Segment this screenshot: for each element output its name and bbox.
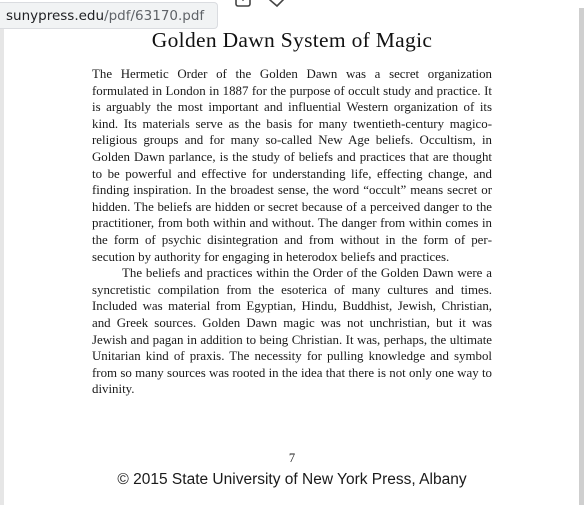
copyright-footer: © 2015 State University of New York Press, Albany <box>117 471 467 488</box>
paragraph: The Hermetic Order of the Golden Dawn was a secret organization formulated in London in 1887 for the purpose of occult study and practice. It is arguably the most important and influential Western organization of its kind. Its materials serve as the basis for many twentieth-century magico-religious groups and for many so-called New Age beliefs. Occultism, in Golden Dawn parlance, is the study of beliefs and practices that are thought to be powerful and effective for understanding life, effecting change, and finding inspiration. In the broadest sense, the word “occult” means secret or hidden. The beliefs are hidden or secret because of a perceived danger to the practitioner, from both within and without. The danger from within comes in the form of psychic disintegration and from without in the form of persecution by authority for engaging in heterodox beliefs and practices. <box>92 67 492 264</box>
url-tooltip <box>0 2 218 29</box>
body-text <box>92 66 492 398</box>
url-domain: sunypress.edu <box>6 8 105 24</box>
viewer-left-border <box>0 0 4 505</box>
page-number: 7 <box>288 451 296 465</box>
download-icon[interactable] <box>234 0 252 11</box>
tag-icon[interactable] <box>268 0 286 11</box>
page-title: Golden Dawn System of Magic <box>151 28 433 52</box>
url-path: /pdf/63170.pdf <box>104 8 205 24</box>
paragraph: The beliefs and practices within the Order of the Golden Dawn were a syncretistic compilation from the esoterica of many cultures and times. Included was material from Egyptian, Hindu, Buddhist, Jewish, Christian, and Greek sources. Golden Dawn magic was not unchristian, but it was Jewish and pagan in addition to being Christian. It was, perhaps, the ultimate Unitarian kind of praxis. The necessity for pulling knowledge and symbol from so many sources was rooted in the idea that there is not only one way to divinity. <box>92 266 492 397</box>
viewer-scrollbar[interactable] <box>579 0 584 505</box>
